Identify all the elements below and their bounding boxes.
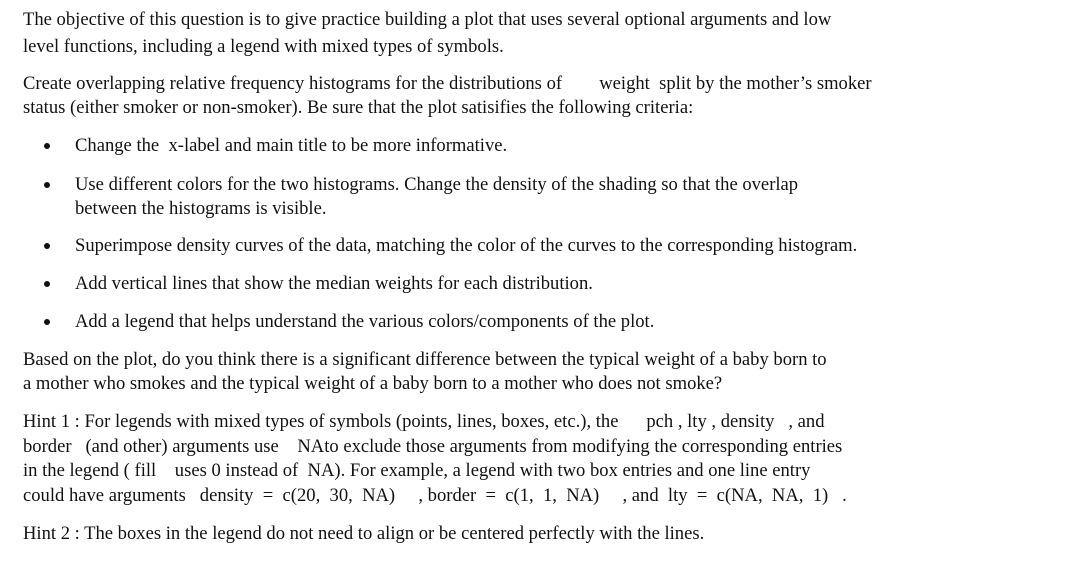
bullet-icon bbox=[44, 143, 50, 149]
list-item: Change the x-label and main title to be more informative. bbox=[75, 135, 508, 156]
bullet-icon bbox=[44, 281, 50, 287]
bullet-icon bbox=[44, 243, 50, 249]
list-item: Superimpose density curves of the data, matching the color of the curves to the corresponding histogram. bbox=[75, 235, 858, 256]
text-line: a mother who smokes and the typical weight of a baby born to a mother who does not smoke? bbox=[23, 373, 723, 394]
list-item: Add a legend that helps understand the various colors/components of the plot. bbox=[75, 311, 655, 332]
list-item: between the histograms is visible. bbox=[75, 198, 327, 219]
text-line: Based on the plot, do you think there is a significant difference between the typical weight of a baby born to bbox=[23, 349, 827, 370]
hint-2: Hint 2 : The boxes in the legend do not need to align or be centered perfectly with the lines. bbox=[23, 523, 705, 544]
text-line: The objective of this question is to give practice building a plot that uses several optional arguments and low bbox=[23, 9, 832, 30]
text-line: in the legend ( fill uses 0 instead of NA). For example, a legend with two box entries and one line entry bbox=[23, 460, 811, 481]
text-line: could have arguments density = c(20, 30, NA) , border = c(1, 1, NA) , and lty = c(NA, NA, 1) . bbox=[23, 485, 847, 506]
text-line: Hint 1 : For legends with mixed types of symbols (points, lines, boxes, etc.), the pch , lty , density , and bbox=[23, 411, 825, 432]
bullet-icon bbox=[44, 319, 50, 325]
bullet-icon bbox=[44, 182, 50, 188]
list-item: Use different colors for the two histograms. Change the density of the shading so that the overlap bbox=[75, 174, 799, 195]
text-line: border (and other) arguments use NAto exclude those arguments from modifying the corresponding entries bbox=[23, 436, 843, 457]
text-line: Create overlapping relative frequency histograms for the distributions of weight split by the mother’s smoker bbox=[23, 73, 872, 94]
list-item: Add vertical lines that show the median weights for each distribution. bbox=[75, 273, 593, 294]
text-line: level functions, including a legend with mixed types of symbols. bbox=[23, 36, 504, 57]
text-line: status (either smoker or non-smoker). Be sure that the plot satisifies the following criteria: bbox=[23, 97, 694, 118]
